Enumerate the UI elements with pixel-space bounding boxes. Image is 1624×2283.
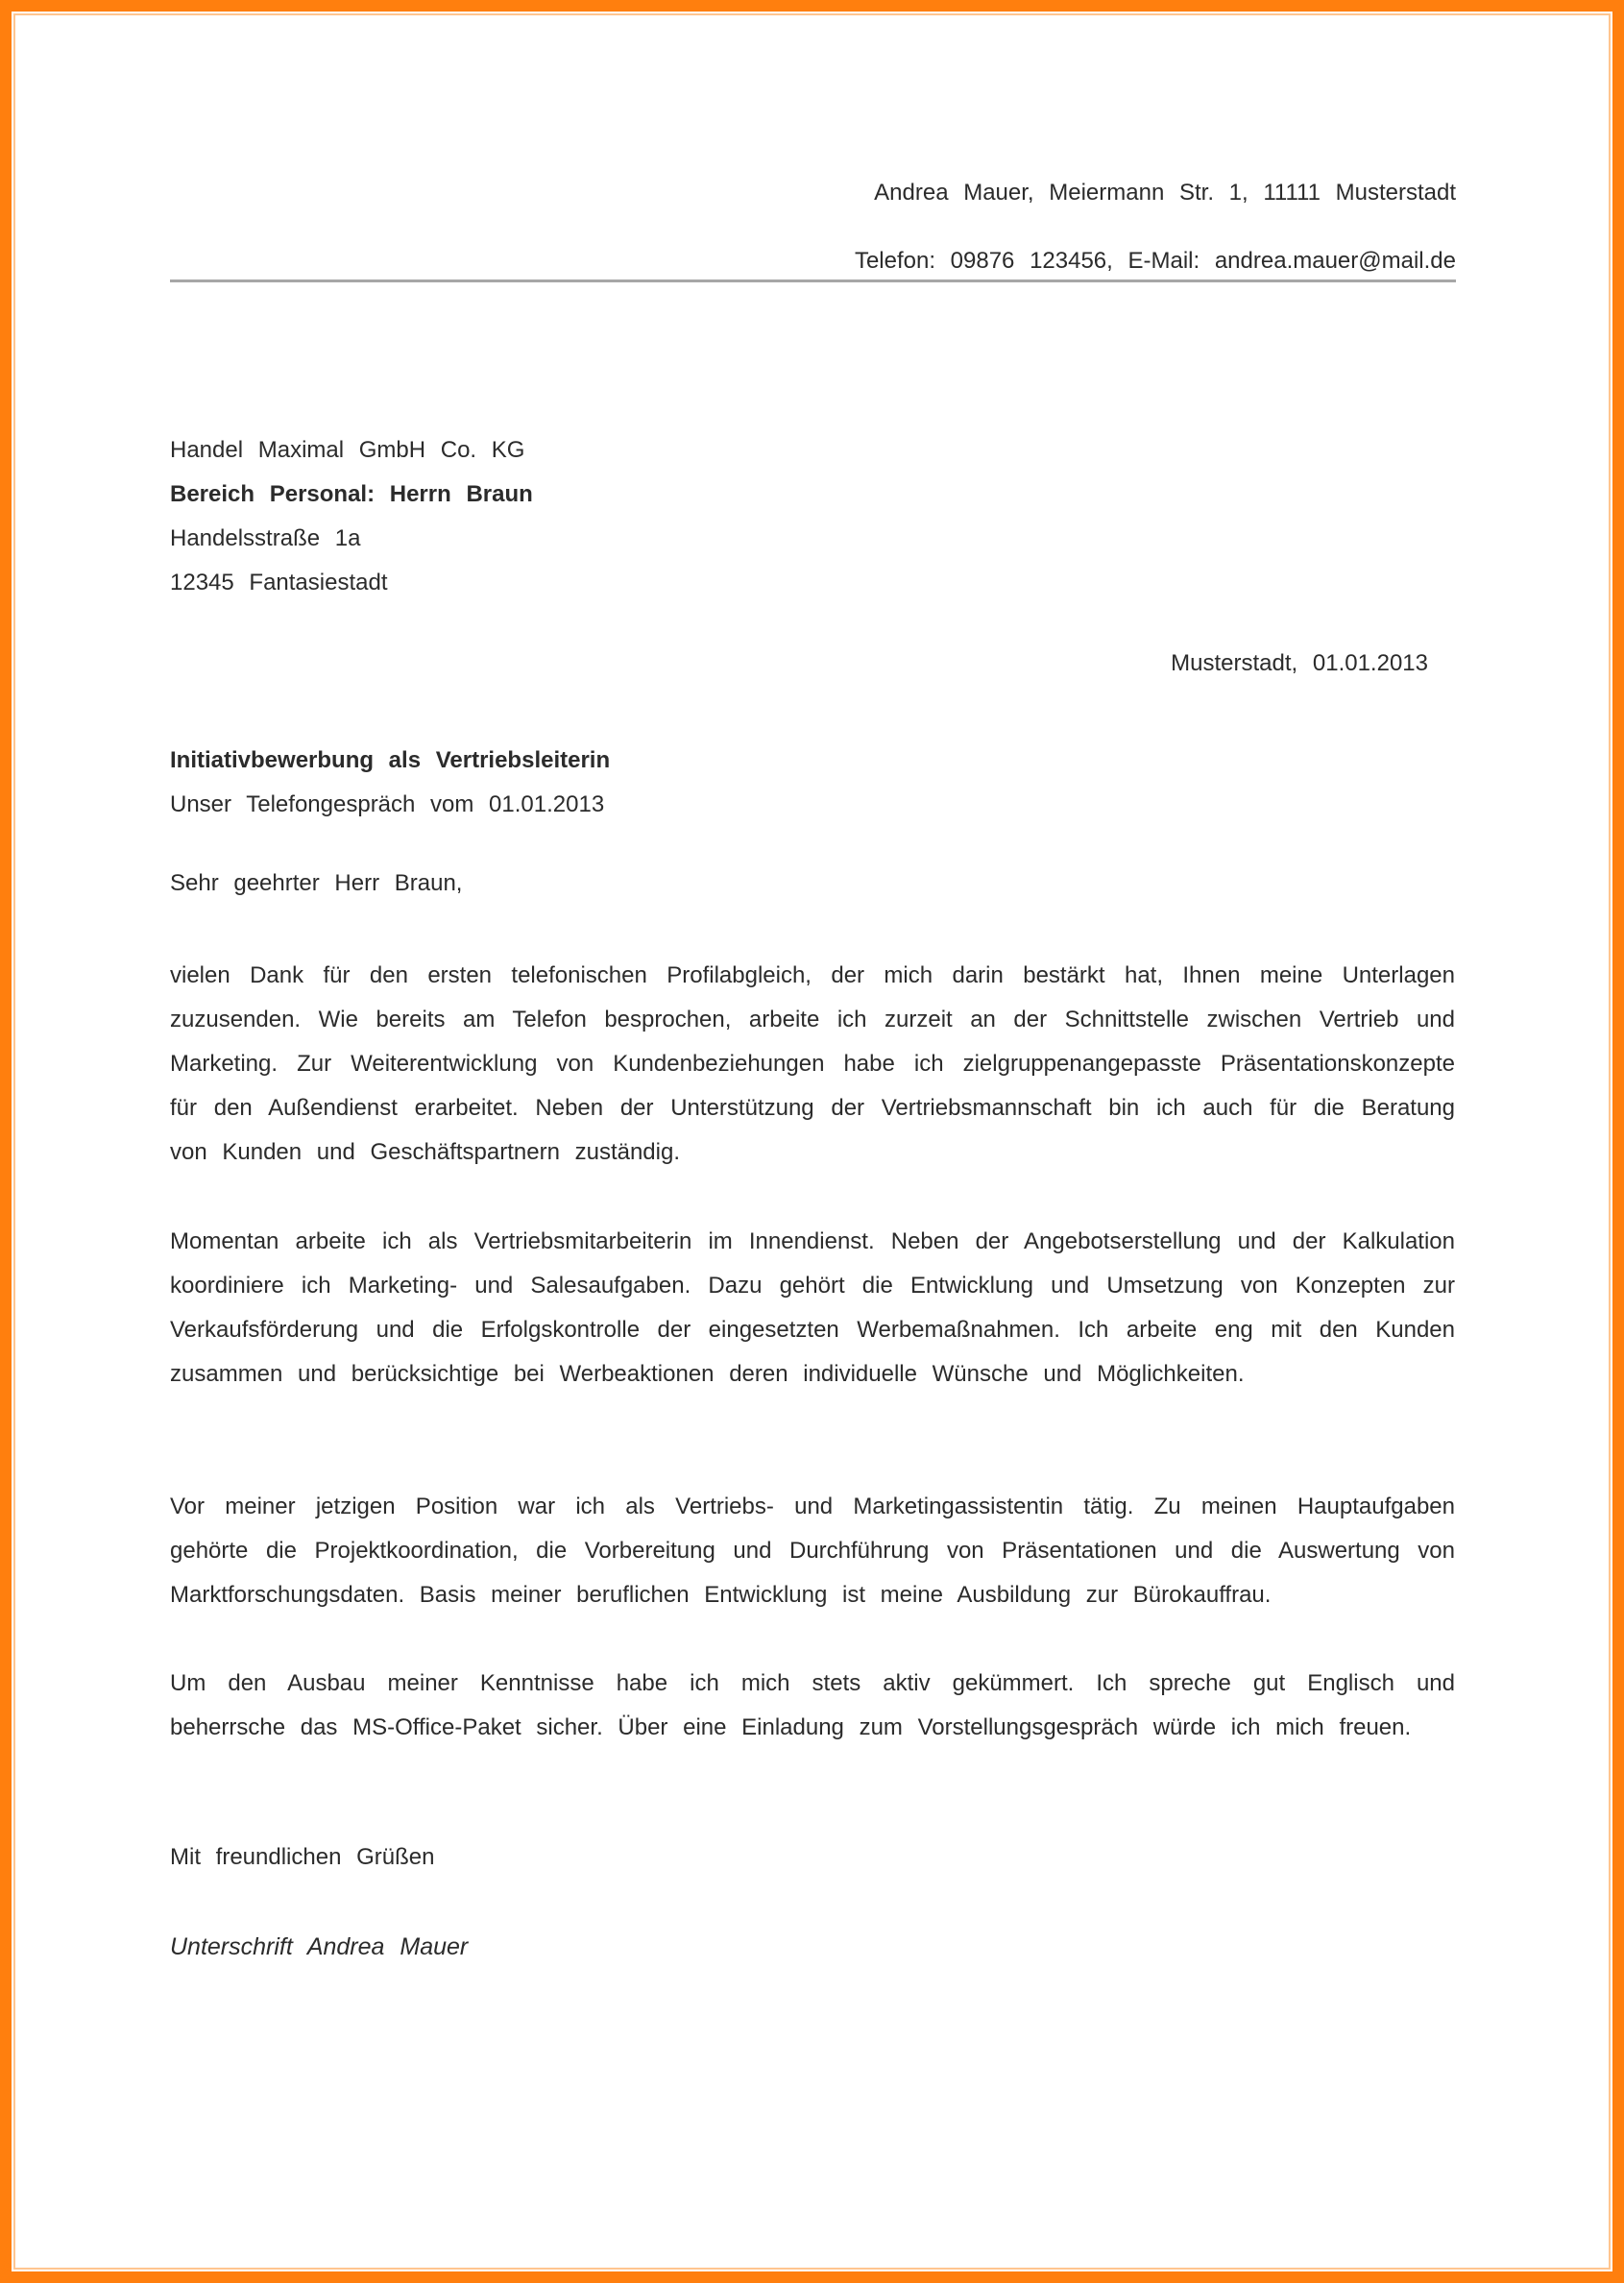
recipient-department: Bereich Personal: Herrn Braun [170,481,533,507]
closing-phrase: Mit freundlichen Grüßen [170,1844,435,1870]
sender-contact: Telefon: 09876 123456, E-Mail: andrea.mauer@mail.de [854,248,1456,274]
body-paragraph-2: Momentan arbeite ich als Vertriebsmitarbeiterin im Innendienst. Neben der Angebotserstellung und der Kalkulation koordiniere ich Marketing- und Salesaufgaben. Dazu gehört die Entwicklung und Umsetzung von Konzepten zur Verkaufsförderung und die Erfolgskontrolle der eingesetzten Werbemaßnahmen. Ich arbeite eng mit den Kunden zusammen und berücksichtige bei Werbeaktionen deren individuelle Wünsche und Möglichkeiten. [170,1228,1455,1387]
sender-address: Andrea Mauer, Meiermann Str. 1, 11111 Musterstadt [874,180,1456,206]
letter-date: Musterstadt, 01.01.2013 [1171,650,1428,676]
body-paragraph-4: Um den Ausbau meiner Kenntnisse habe ich mich stets aktiv gekümmert. Ich spreche gut Englisch und beherrsche das MS-Office-Paket sicher. Über eine Einladung zum Vorstellungsgespräch würde ich mich freuen. [170,1670,1455,1740]
body-paragraph-3: Vor meiner jetzigen Position war ich als Vertriebs- und Marketingassistentin tätig. Zu meinen Hauptaufgaben gehörte die Projektkoordination, die Vorbereitung und Durchführung von Präsentationen und die Auswertung von Marktforschungsdaten. Basis meiner beruflichen Entwicklung ist meine Ausbildung zur Bürokauffrau. [170,1494,1455,1608]
subject-block [170,739,610,827]
body-paragraph-1: vielen Dank für den ersten telefonischen Profilabgleich, der mich darin bestärkt hat, Ihnen meine Unterlagen zuzusenden. Wie bereits am Telefon besprochen, arbeite ich zurzeit an der Schnittstelle zwischen Vertrieb und Marketing. Zur Weiterentwicklung von Kundenbeziehungen habe ich zielgruppenangepasste Präsentationskonzepte für den Außendienst erarbeitet. Neben der Unterstützung der Vertriebsmannschaft bin ich auch für die Beratung von Kunden und Geschäftspartnern zuständig. [170,962,1455,1165]
recipient-block [170,428,533,605]
signature: Unterschrift Andrea Mauer [170,1933,469,1960]
recipient-city: 12345 Fantasiestadt [170,570,388,595]
salutation: Sehr geehrter Herr Braun, [170,870,463,896]
subject-title: Initiativbewerbung als Vertriebsleiterin [170,747,611,773]
subject-reference: Unser Telefongespräch vom 01.01.2013 [170,791,605,817]
recipient-street: Handelsstraße 1a [170,525,361,551]
recipient-company: Handel Maximal GmbH Co. KG [170,437,525,463]
header-divider [170,279,1456,282]
